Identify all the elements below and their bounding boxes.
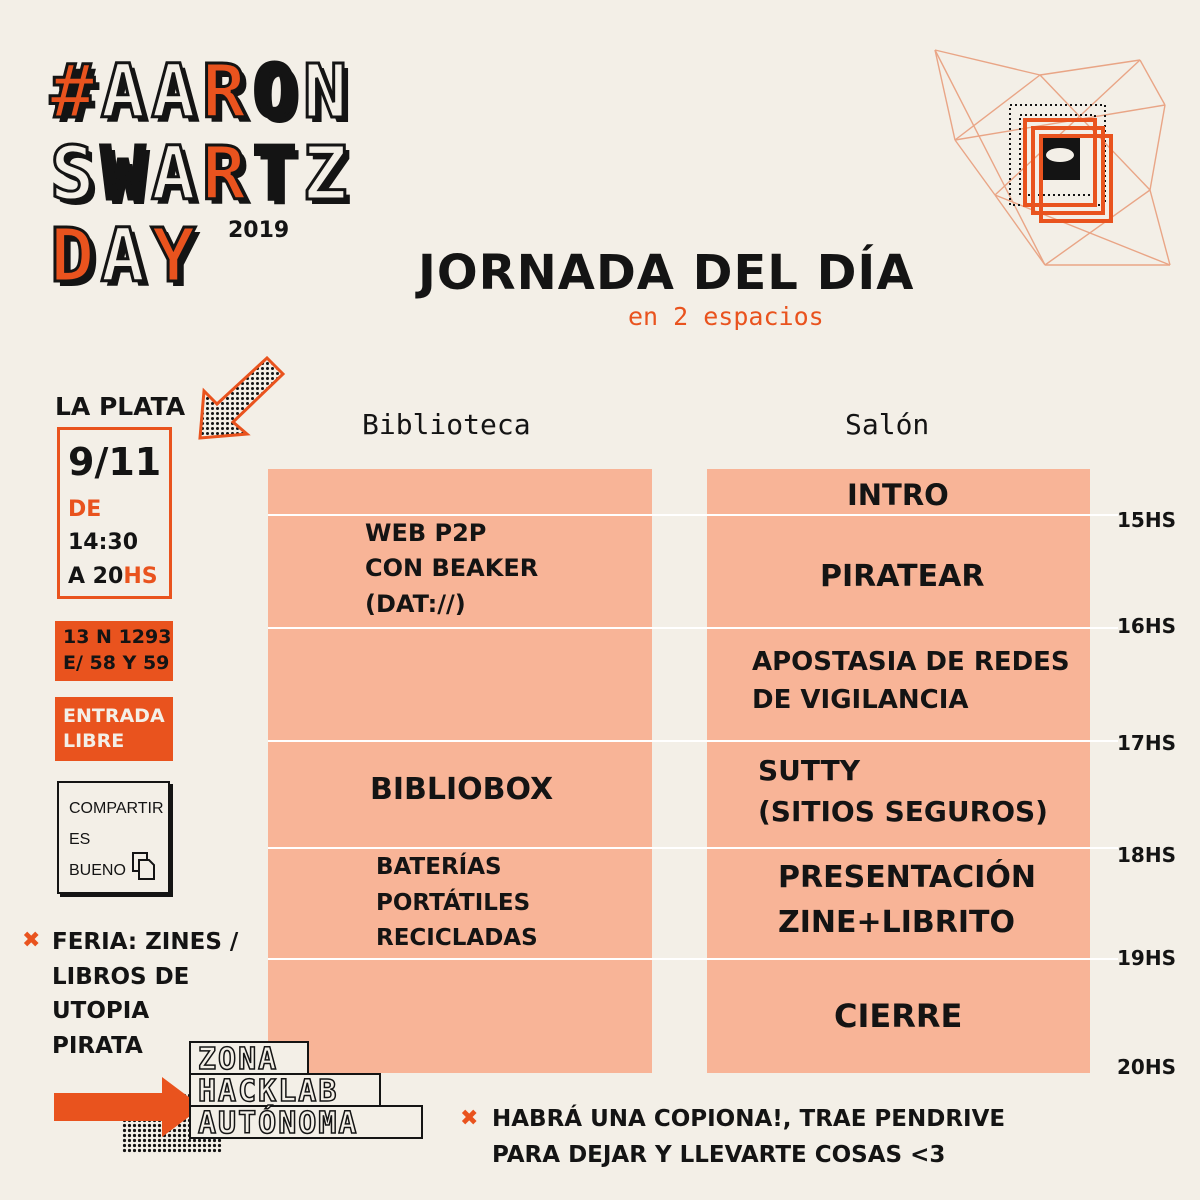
entry-badge — [55, 697, 173, 761]
logo-char: T — [252, 131, 303, 217]
hour-label: 20HS — [1117, 1055, 1176, 1079]
page-title: JORNADA DEL DÍA — [418, 245, 915, 301]
event-line: APOSTASIA DE REDES — [752, 647, 1070, 677]
end-time — [68, 564, 158, 589]
zona-line: AUTÓNOMA — [198, 1106, 359, 1140]
logo-char: Z — [302, 131, 354, 217]
address-badge — [55, 621, 173, 681]
zona-line: HACKLAB — [198, 1074, 339, 1109]
logo-char: A — [151, 131, 202, 217]
event-line: BATERÍAS — [376, 854, 502, 880]
event-bibliobox: BIBLIOBOX — [370, 772, 554, 807]
share-line: COMPARTIR — [69, 800, 164, 817]
start-time: 14:30 — [68, 530, 139, 555]
event-line: WEB P2P — [365, 519, 487, 547]
logo-line-1 — [50, 49, 354, 135]
hour-tick — [1090, 627, 1118, 629]
logo-char: A — [100, 49, 152, 135]
event-presentacion — [778, 855, 1036, 945]
hour-tick — [1090, 514, 1118, 516]
copiona-line: PARA DEJAR Y LLEVARTE COSAS <3 — [492, 1141, 946, 1168]
logo-char: N — [302, 49, 354, 135]
event-line: PRESENTACIÓN — [778, 860, 1036, 895]
zona-line: ZONA — [198, 1042, 279, 1077]
event-line: RECICLADAS — [376, 925, 538, 952]
logo-char: Y — [151, 213, 202, 299]
share-box — [57, 781, 170, 894]
zona-hacklab-logo — [186, 1038, 426, 1140]
event-intro: INTRO — [847, 478, 949, 512]
feria-line: FERIA: ZINES / — [52, 929, 239, 955]
city-label: LA PLATA — [55, 392, 186, 421]
event-line: DE VIGILANCIA — [752, 685, 969, 716]
logo-char: D — [50, 213, 101, 299]
end-time-prefix: A 20 — [68, 564, 124, 589]
copiona-note — [492, 1102, 1005, 1173]
event-baterias — [376, 850, 538, 957]
logo-char: R — [201, 131, 253, 217]
event-web-p2p — [365, 516, 538, 622]
hour-tick — [1090, 847, 1118, 849]
hour-tick — [1090, 740, 1118, 742]
event-line: SUTTY — [758, 754, 861, 787]
feria-line: LIBROS DE — [52, 963, 190, 990]
logo-char: W — [100, 131, 152, 217]
entry-line: LIBRE — [63, 729, 125, 752]
logo-char: # — [50, 49, 101, 135]
event-line: (DAT://) — [365, 589, 466, 618]
copiona-line: HABRÁ UNA COPIONA!, TRAE PENDRIVE — [492, 1106, 1006, 1132]
document-icon — [132, 852, 156, 880]
logo-char: A — [100, 213, 152, 299]
event-line: ZINE+LIBRITO — [778, 905, 1016, 940]
end-time-suffix: HS — [123, 564, 158, 589]
hour-line — [268, 847, 1090, 849]
dotted-arrow-icon — [195, 356, 285, 442]
logo-line-2 — [50, 131, 354, 217]
date-from-label: DE — [68, 497, 102, 522]
hour-line — [268, 627, 1090, 629]
column-header-biblioteca: Biblioteca — [362, 408, 531, 441]
hour-label: 17HS — [1117, 731, 1176, 755]
feria-line: PIRATA — [52, 1032, 143, 1059]
x-bullet-icon: ✖ — [460, 1106, 479, 1131]
logo-char: R — [201, 49, 253, 135]
entry-line: ENTRADA — [63, 705, 165, 727]
event-sutty — [758, 750, 1048, 832]
hour-label: 16HS — [1117, 614, 1176, 638]
share-line: BUENO — [69, 862, 126, 880]
hour-label: 19HS — [1117, 946, 1176, 970]
address-line: 13 N 1293 — [63, 626, 172, 648]
logo-line-3 — [50, 213, 202, 299]
event-line: (SITIOS SEGUROS) — [758, 795, 1048, 829]
hour-label: 15HS — [1117, 508, 1176, 532]
event-date: 9/11 — [68, 440, 162, 484]
logo-char: A — [151, 49, 202, 135]
x-bullet-icon: ✖ — [22, 928, 41, 953]
network-graphic-icon — [925, 30, 1175, 290]
date-box — [57, 427, 172, 599]
hour-line — [268, 740, 1090, 742]
page-subtitle: en 2 espacios — [628, 302, 824, 331]
event-apostasia — [752, 643, 1070, 719]
event-line: CON BEAKER — [365, 554, 539, 583]
hour-tick — [1090, 958, 1118, 960]
logo-char: O — [252, 49, 303, 135]
logo-char: S — [50, 131, 101, 217]
event-line: PORTÁTILES — [376, 889, 531, 916]
address-line: E/ 58 Y 59 — [63, 651, 170, 674]
column-header-salon: Salón — [845, 408, 930, 441]
feria-line: UTOPIA — [52, 998, 150, 1024]
share-line: ES — [69, 831, 91, 849]
hour-label: 18HS — [1117, 843, 1176, 867]
hour-line — [268, 958, 1090, 960]
event-piratear: PIRATEAR — [820, 559, 985, 594]
event-cierre: CIERRE — [834, 997, 963, 1035]
logo-year: 2019 — [228, 218, 290, 243]
